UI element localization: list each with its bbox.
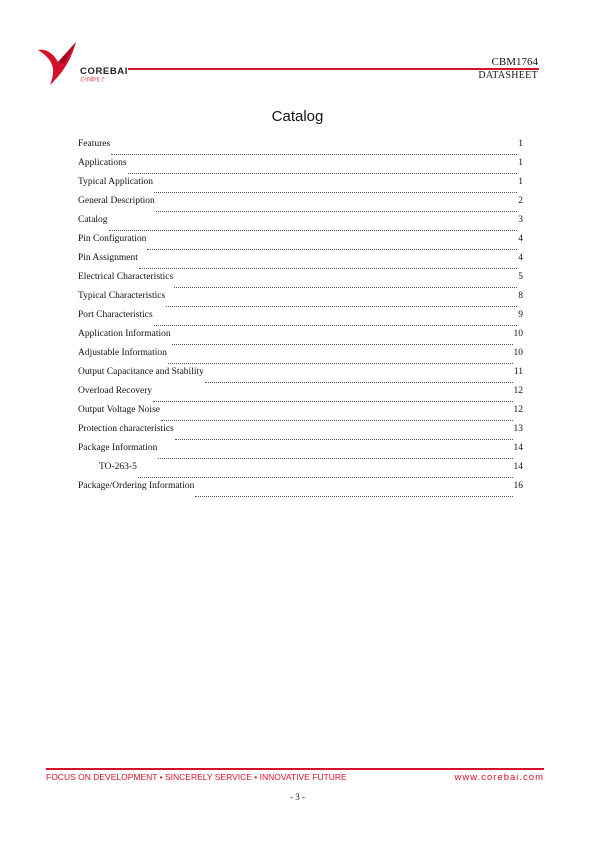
document-id: CBM1764 xyxy=(491,56,538,68)
toc-dot-leader xyxy=(166,306,517,307)
page-title: Catalog xyxy=(271,108,324,125)
toc-entry[interactable] xyxy=(78,386,523,405)
toc-entry-label: Adjustable Information xyxy=(78,348,167,358)
toc-entry[interactable] xyxy=(78,253,523,272)
toc-entry[interactable] xyxy=(78,291,523,310)
toc-entry-page: 3 xyxy=(518,215,523,225)
logo-chinese-name: 芯佰微电子 xyxy=(80,77,106,83)
toc-entry[interactable] xyxy=(78,405,523,424)
toc-entry-label: Pin Assignment xyxy=(78,253,138,263)
toc-entry-label: Output Capacitance and Stability xyxy=(78,367,204,377)
toc-entry-page: 14 xyxy=(513,462,523,472)
toc-dot-leader xyxy=(168,363,513,364)
toc-entry[interactable] xyxy=(78,443,523,462)
toc-entry-label: Package Information xyxy=(78,443,158,453)
toc-entry-label: Port Characteristics xyxy=(78,310,153,320)
toc-dot-leader xyxy=(154,192,517,193)
document-type: DATASHEET xyxy=(478,70,538,81)
toc-dot-leader xyxy=(172,344,513,345)
toc-entry-label: Features xyxy=(78,139,111,149)
toc-entry-page: 11 xyxy=(513,367,523,377)
toc-entry[interactable] xyxy=(78,196,523,215)
toc-entry-page: 13 xyxy=(513,424,523,434)
toc-entry-label: Protection characteristics xyxy=(78,424,174,434)
toc-dot-leader xyxy=(158,458,512,459)
toc-dot-leader xyxy=(154,325,518,326)
toc-entry[interactable] xyxy=(78,367,523,386)
toc-dot-leader xyxy=(139,268,517,269)
toc-entry-page: 1 xyxy=(518,158,523,168)
toc-entry-label: Pin Configuration xyxy=(78,234,147,244)
toc-entry-label: Overload Recovery xyxy=(78,386,153,396)
toc-dot-leader xyxy=(205,382,513,383)
toc-entry-page: 12 xyxy=(513,405,523,415)
toc-entry[interactable] xyxy=(78,310,523,329)
toc-entry-label: TO-263-5 xyxy=(99,462,137,472)
toc-entry[interactable] xyxy=(78,329,523,348)
toc-entry-label: Output Voltage Noise xyxy=(78,405,160,415)
toc-entry-page: 8 xyxy=(518,291,523,301)
toc-entry[interactable] xyxy=(78,158,523,177)
toc-entry-page: 9 xyxy=(518,310,523,320)
toc-entry-label: Application Information xyxy=(78,329,171,339)
toc-entry[interactable] xyxy=(78,481,523,500)
toc-entry-page: 5 xyxy=(518,272,523,282)
toc-entry[interactable] xyxy=(78,177,523,196)
footer-website-link[interactable]: www.corebai.com xyxy=(454,772,544,783)
logo-wordmark: COREBAI xyxy=(80,66,129,77)
toc-dot-leader xyxy=(156,211,517,212)
toc-dot-leader xyxy=(111,154,517,155)
toc-dot-leader xyxy=(128,173,518,174)
toc-dot-leader xyxy=(109,230,518,231)
toc-dot-leader xyxy=(174,287,517,288)
toc-entry[interactable] xyxy=(78,424,523,443)
toc-entry[interactable] xyxy=(78,215,523,234)
toc-entry-label: Applications xyxy=(78,158,127,168)
toc-dot-leader xyxy=(175,439,513,440)
toc-entry-page: 10 xyxy=(513,348,523,358)
toc-entry-page: 4 xyxy=(518,234,523,244)
toc-entry-label: Typical Application xyxy=(78,177,154,187)
toc-entry-page: 4 xyxy=(518,253,523,263)
toc-entry-label: Electrical Characteristics xyxy=(78,272,174,282)
toc-entry[interactable] xyxy=(78,462,523,481)
toc-entry-page: 16 xyxy=(513,481,523,491)
toc-entry[interactable] xyxy=(78,234,523,253)
toc-entry[interactable] xyxy=(78,272,523,291)
toc-entry-page: 14 xyxy=(513,443,523,453)
toc-entry-page: 10 xyxy=(513,329,523,339)
toc-entry[interactable] xyxy=(78,139,523,158)
toc-entry-label: Typical Characteristics xyxy=(78,291,166,301)
toc-dot-leader xyxy=(195,496,512,497)
toc-entry-page: 12 xyxy=(513,386,523,396)
toc-entry-label: Package/Ordering Information xyxy=(78,481,195,491)
bird-logo-icon xyxy=(36,40,80,86)
toc-dot-leader xyxy=(161,420,513,421)
toc-entry-page: 1 xyxy=(518,139,523,149)
toc-dot-leader xyxy=(153,401,512,402)
toc-dot-leader xyxy=(147,249,517,250)
toc-entry[interactable] xyxy=(78,348,523,367)
corebai-logo xyxy=(36,40,128,86)
page-header xyxy=(0,0,595,100)
toc-dot-leader xyxy=(138,477,513,478)
toc-entry-page: 2 xyxy=(518,196,523,206)
toc-entry-label: Catalog xyxy=(78,215,108,225)
toc-entry-label: General Description xyxy=(78,196,155,206)
toc-entry-page: 1 xyxy=(518,177,523,187)
footer-slogan: FOCUS ON DEVELOPMENT • SINCERELY SERVICE • INNOVATIVE FUTURE xyxy=(46,772,347,782)
table-of-contents xyxy=(78,139,523,500)
footer-divider xyxy=(46,768,544,770)
page-number: - 3 - xyxy=(290,792,305,802)
